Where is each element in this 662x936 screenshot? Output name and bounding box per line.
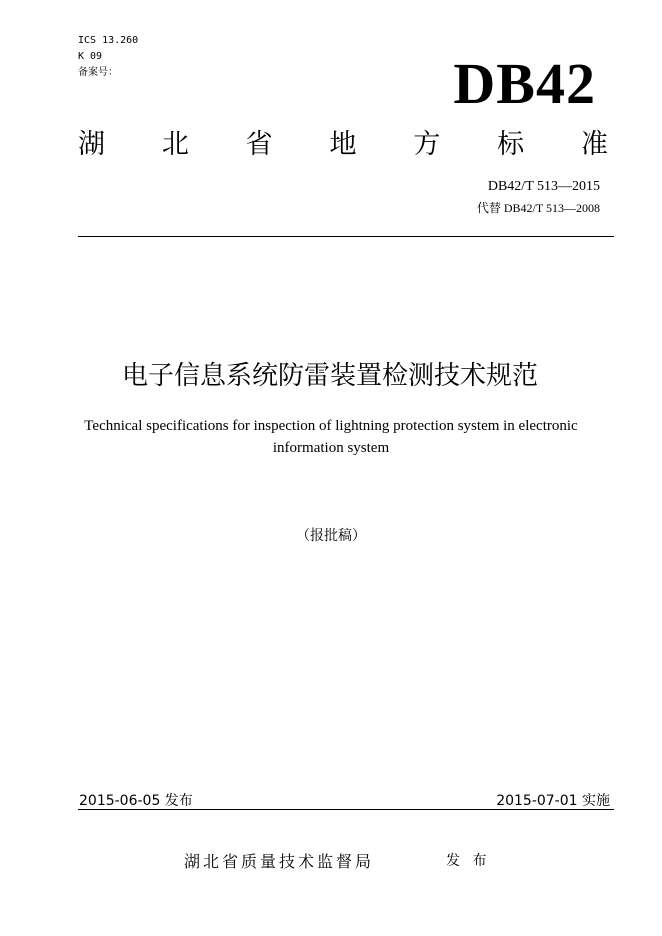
header-divider [78,236,614,237]
ccs-code: K 09 [78,51,103,62]
footer-divider [78,809,614,810]
standard-number: DB42/T 513—2015 [487,179,600,194]
heading-char: 北 [161,129,189,160]
replaced-standard: 代替 DB42/T 513—2008 [476,201,600,215]
heading-char: 湖 [78,129,105,160]
ics-code: ICS 13.260 [78,35,139,46]
filing-number-label: 备案号： [78,67,118,78]
document-title-cn [0,360,662,392]
standard-code-logo: DB42 [453,51,596,116]
publish-label: 发 布 [446,853,491,869]
heading-char: 地 [329,129,357,160]
heading-char: 准 [580,129,608,160]
document-title-en-line2: information system [272,440,390,456]
heading-char: 省 [245,129,273,160]
issue-date: 2015-06-05 发布 [79,793,193,809]
implementation-date: 2015-07-01 实施 [496,793,610,809]
document-title-en-line1: Technical specifications for inspection of lightning protection system in electronic [84,418,578,434]
document-title-cn-text: 电子信息系统防雷装置检测技术规范 [121,361,538,391]
heading-char: 方 [413,129,441,160]
issuing-authority: 湖北省质量技术监督局 [184,852,375,871]
heading-char: 标 [497,129,525,160]
local-standard-heading [78,128,608,162]
draft-status: （报批稿） [296,528,366,544]
